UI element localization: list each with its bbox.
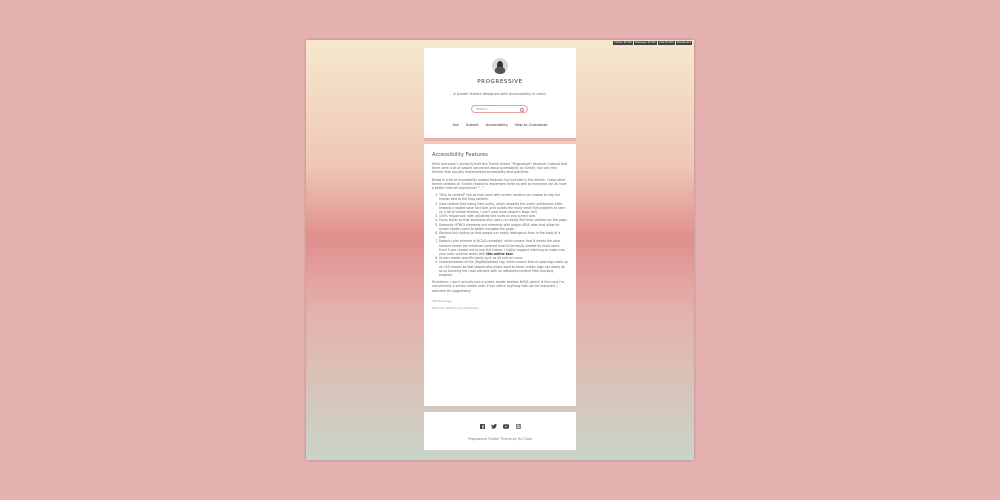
blog-footer (424, 412, 576, 450)
feature-list (432, 193, 568, 277)
list-item: 4. Focus styles so that keyboard-only users can easily find their position on the page. (439, 218, 568, 222)
blog-header (424, 48, 576, 141)
search-icon[interactable] (520, 108, 525, 113)
theme-preview-frame (306, 40, 694, 460)
search-placeholder: Search... (476, 107, 490, 111)
nav-how-to-customize[interactable]: How to Customize (514, 123, 548, 127)
post-body (432, 162, 568, 310)
list-item: 8. Screen reader specific labels such as alt text on icons. (439, 256, 568, 260)
post-intro-1: Hello everyone! I primarily built this Tumblr theme "Progressive" because I noticed that there were a lot of people concerned about accessibility on Tumblr, but very few themes that actually implemented accessibility best practices. (432, 162, 568, 175)
nav-ask[interactable]: Ask (452, 123, 459, 127)
blog-description: A tumblr theme designed with accessibility in mind. (453, 92, 547, 96)
blog-title[interactable]: PROGRESSIVE (477, 79, 523, 85)
post-outro: Disclaimer: I don't actually own a screen reader besides NVDA (which is free) and I'm not primarily a screen reader user. If you notice anything that can be improved, I welcome all suggestions! (432, 280, 565, 293)
tumblr-controls (613, 41, 692, 45)
facebook-icon[interactable] (479, 423, 486, 429)
list-item (439, 239, 568, 256)
message-button[interactable]: Massage Tumblr (635, 41, 657, 44)
online-tool-link[interactable]: this online tool. (486, 252, 514, 257)
follow-button[interactable]: Follow Tumblr (614, 41, 633, 44)
post-title[interactable]: Accessibility Features (432, 152, 488, 158)
nav-submit[interactable]: Submit (465, 123, 479, 127)
post-card (424, 144, 576, 406)
list-item: 1. "Skip to content" link so that users with screen readers can choose to skip the header text to the blog content. (439, 193, 568, 201)
avatar[interactable] (492, 58, 508, 74)
twitter-icon[interactable] (491, 423, 498, 429)
post-tags[interactable]: #themes #theme documentation (432, 306, 480, 311)
nav-menu (424, 123, 576, 127)
list-item: 6. Obvious link styling so that people can easily distinguish links in the body of a post. (439, 231, 568, 239)
social-links (424, 423, 576, 429)
youtube-icon[interactable] (503, 423, 510, 429)
list-item: 3. 100% responsive, with adjusting font sizes on any screen size. (439, 214, 568, 218)
list-item-text: Default color scheme is WCAG compliant, which means that it meets the color scheme meets the minimum contrast level to be easily viewed by most users. Even if you choose not to use this theme, I highly suggest checking to make sure your color scheme works with (439, 239, 565, 257)
post-intro-2: Below is a list of accessibility related features I've included in this theme. I hope other theme creators on Tumblr choose to implement these as well so everyone can all have a better internet experience! ^_^ (432, 177, 567, 191)
list-item: 5. Semantic HTML5 elements and elements with proper ARIA roles that allow for screen reader users to better navigate the page. (439, 223, 568, 231)
like-button[interactable]: Like Tumblr (659, 41, 674, 44)
list-item: 9. Implementation of the (Tag/NoDoodel) tag, which means that all post tags show up as CSS classes so that people who might want to block certain tags can easily do so by blocking the class element with an adblocker/content filter blocking program. (439, 260, 568, 277)
dashboard-button[interactable]: Dashboard (676, 41, 691, 44)
post-timestamp[interactable]: 18 hours ago (432, 298, 452, 303)
nav-accessibility[interactable]: Accessibility (485, 123, 508, 127)
list-item: 2. Uses relative font sizing (rem units), which respects the users' preference while keeping a legible base font size (and avoids the really small font problem as seen on a lot of tumblr themes, I can't read most people's blogs lol!) (439, 202, 568, 215)
avatar-figure-body (495, 67, 505, 74)
footer-credit[interactable]: Progressive Tumblr Theme by Yui Chan (468, 437, 532, 441)
search-input[interactable] (471, 105, 528, 113)
instagram-icon[interactable] (515, 423, 522, 429)
